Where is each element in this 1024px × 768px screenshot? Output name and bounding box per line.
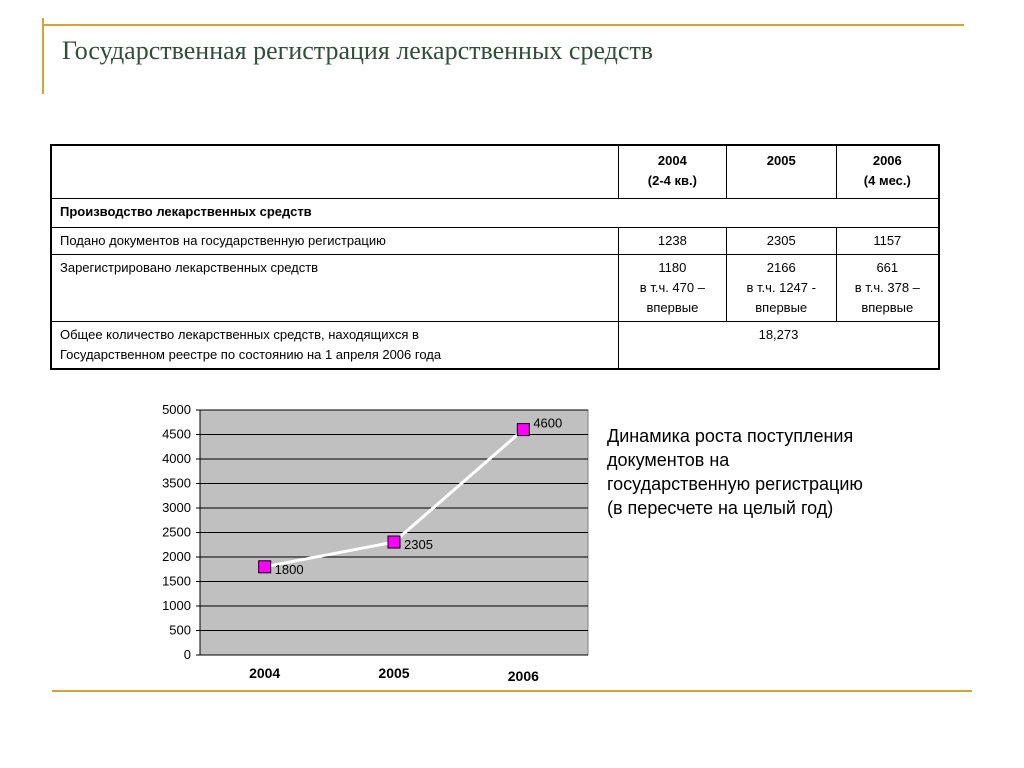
table-header-2006	[836, 145, 939, 199]
table-header-2005	[726, 145, 836, 199]
table-row	[51, 255, 939, 322]
line-chart	[140, 400, 610, 690]
cell-main-value: 661	[876, 260, 899, 275]
cell-main-value: 2166	[766, 260, 796, 275]
y-tick-label: 2000	[162, 549, 191, 564]
header-sub: (2-4 кв.)	[647, 173, 697, 188]
x-tick-label: 2004	[249, 665, 281, 681]
header-year: 2005	[766, 153, 796, 168]
data-point-marker	[517, 424, 529, 436]
cell-value: 1157	[836, 228, 939, 255]
section-label: Производство лекарственных средств	[51, 199, 939, 228]
cell-note: впервые	[755, 300, 808, 315]
header-sub: (4 мес.)	[863, 173, 911, 188]
accent-top-line	[42, 24, 964, 26]
cell-main-value: 1180	[658, 260, 687, 275]
accent-bottom-line	[52, 690, 972, 692]
cell-value	[618, 255, 726, 322]
data-label: 2305	[404, 537, 433, 553]
data-label: 1800	[274, 561, 304, 577]
data-label: 4600	[533, 415, 563, 431]
x-tick-label: 2005	[378, 665, 410, 681]
data-point-marker	[388, 536, 400, 548]
accent-vertical-line	[42, 18, 44, 94]
total-label-line: Общее количество лекарственных средств, находящихся в	[60, 327, 419, 342]
y-tick-label: 3500	[162, 475, 191, 491]
table-section-row	[51, 199, 939, 228]
y-tick-label: 500	[169, 622, 191, 638]
total-label-line: Государственном реестре по состоянию на 1 апреля 2006 года	[60, 347, 442, 362]
header-year: 2004	[657, 153, 687, 168]
cell-value	[726, 255, 836, 322]
row-label: Подано документов на государственную регистрацию	[51, 228, 618, 255]
header-year: 2006	[872, 153, 902, 168]
y-tick-label: 5000	[162, 402, 191, 417]
y-tick-label: 1000	[162, 598, 191, 613]
cell-note: в т.ч. 470 –	[639, 280, 705, 295]
cell-value	[836, 255, 939, 322]
table-header-2004	[618, 145, 726, 199]
registration-table	[50, 144, 940, 370]
table-row	[51, 228, 939, 255]
table-header-empty	[51, 145, 618, 199]
table-header-row	[51, 145, 939, 199]
total-label	[51, 322, 618, 370]
total-value: 18,273	[618, 322, 939, 370]
data-point-marker	[259, 561, 271, 573]
cell-note: впервые	[861, 300, 914, 315]
chart-svg	[140, 400, 610, 690]
y-tick-label: 0	[183, 647, 191, 662]
y-tick-label: 2500	[162, 524, 191, 540]
chart-caption: Динамика роста поступления документов на государственную регистрацию (в пересчете на целый год)	[607, 426, 863, 518]
cell-value: 1238	[618, 228, 726, 255]
cell-value: 2305	[726, 228, 836, 255]
y-tick-label: 4000	[162, 451, 191, 466]
cell-note: в т.ч. 1247 -	[746, 280, 816, 295]
x-tick-label: 2006	[507, 668, 539, 684]
page-title: Государственная регистрация лекарственных средств	[62, 36, 654, 65]
y-tick-label: 4500	[162, 426, 191, 442]
y-tick-label: 3000	[162, 500, 191, 515]
y-tick-label: 1500	[162, 573, 191, 589]
cell-note: впервые	[646, 300, 699, 315]
table-total-row	[51, 322, 939, 370]
cell-note: в т.ч. 378 –	[854, 280, 920, 295]
row-label: Зарегистрировано лекарственных средств	[51, 255, 618, 322]
